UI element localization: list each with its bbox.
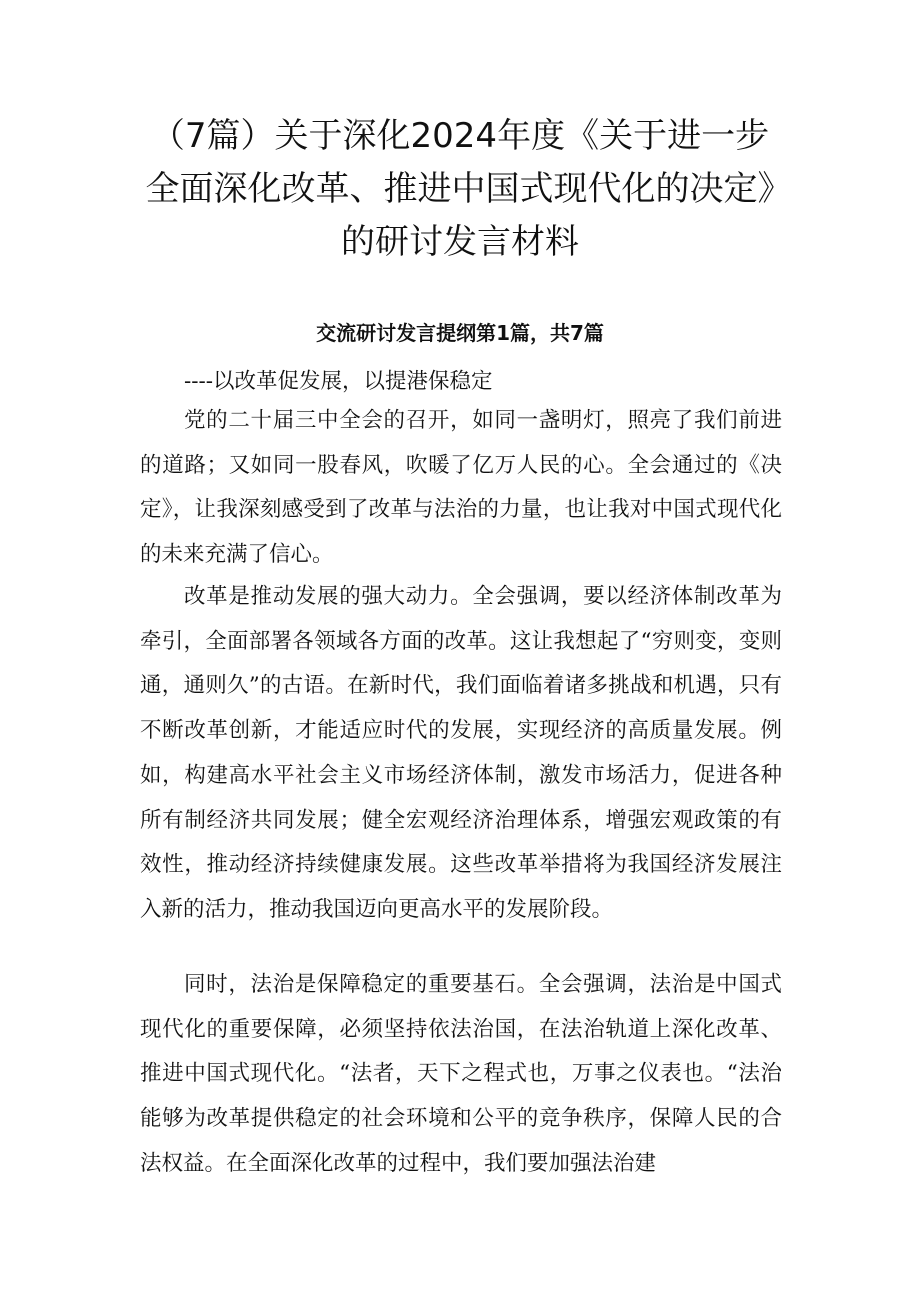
section-heading: 交流研讨发言提纲第1篇，共7篇 (316, 321, 604, 345)
paragraph-3: 同时，法治是保障稳定的重要基石。全会强调，法治是中国式现代化的重要保障，必须坚持依法治国，在法治轨道上深化改革、推进中国式现代化。“法者，天下之程式也，万事之仪表也。“法治能够为改革提供稳定的社会环境和公平的竞争秩序，保障人民的合法权益。在全面深化改革的过程中，我们要加强法治建 (140, 972, 782, 1176)
document-title: （7篇）关于深化2024年度《关于进一步全面深化改革、推进中国式现代化的决定》的研讨发言材料 (145, 116, 775, 262)
paragraph-2: 改革是推动发展的强大动力。全会强调，要以经济体制改革为牵引，全面部署各领域各方面的改革。这让我想起了“穷则变，变则通，通则久”的古语。在新时代，我们面临着诸多挑战和机遇，只有不断改革创新，才能适应时代的发展，实现经济的高质量发展。例如，构建高水平社会主义市场经济体制，激发市场活力，促进各种所有制经济共同发展；健全宏观经济治理体系，增强宏观政策的有效性，推动经济持续健康发展。这些改革举措将为我国经济发展注入新的活力，推动我国迈向更高水平的发展阶段。 (140, 584, 782, 922)
speech-subtitle: ----以改革促发展，以提港保稳定 (184, 369, 493, 394)
paragraph-1: 党的二十届三中全会的召开，如同一盏明灯，照亮了我们前进的道路；又如同一股春风，吹暖了亿万人民的心。全会通过的《决定》，让我深刻感受到了改革与法治的力量，也让我对中国式现代化的未来充满了信心。 (140, 408, 782, 568)
